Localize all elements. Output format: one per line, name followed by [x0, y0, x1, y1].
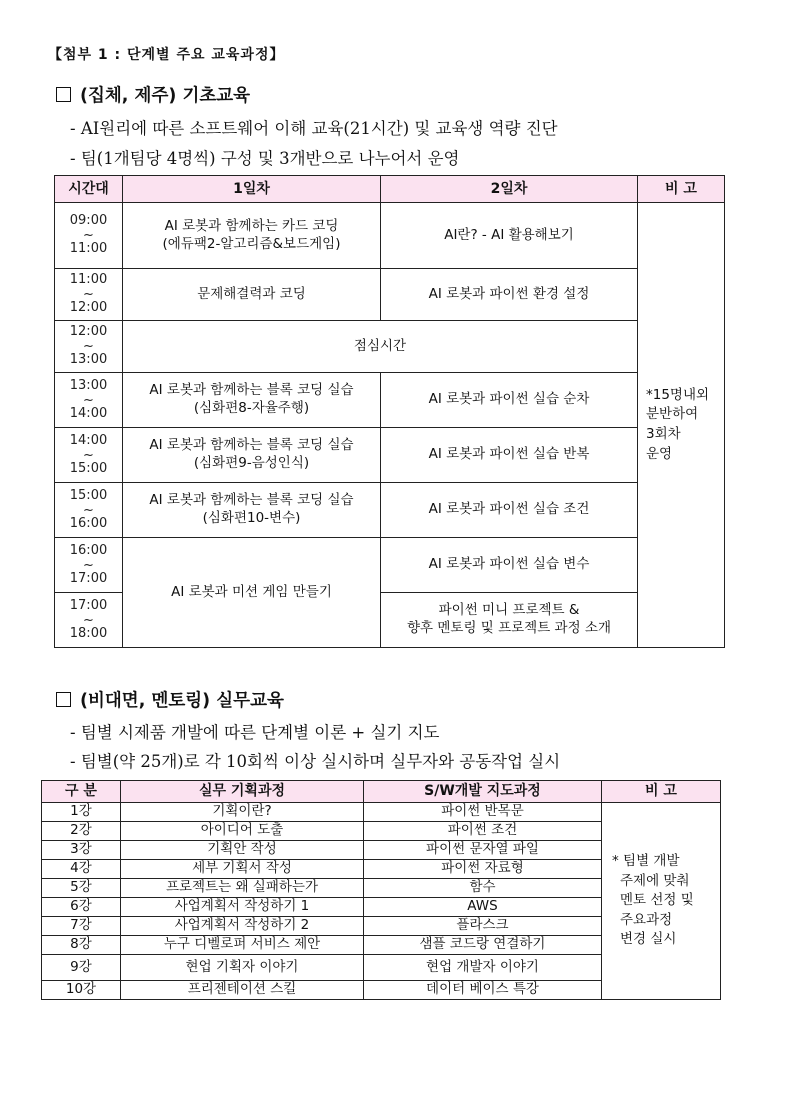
- planning-cell: 사업계획서 작성하기 2: [121, 917, 364, 936]
- dev-cell: 함수: [364, 879, 602, 898]
- time-slot: 15:00 ~ 16:00: [55, 483, 123, 538]
- lesson-no: 9강: [42, 955, 121, 981]
- table-row: [55, 373, 725, 428]
- table-row: [55, 483, 725, 538]
- header-day2: 2일차: [381, 176, 638, 203]
- day2-cell: AI 로봇과 파이썬 실습 조건: [381, 483, 638, 538]
- time-slot: 16:00 ~ 17:00: [55, 538, 123, 593]
- section2-bullet-2: - 팀별(약 25개)로 각 10회씩 이상 실시하며 실무자와 공동작업 실시: [70, 752, 561, 771]
- header-day1: 1일차: [123, 176, 381, 203]
- time-slot: 13:00 ~ 14:00: [55, 373, 123, 428]
- planning-cell: 누구 디벨로퍼 서비스 제안: [121, 936, 364, 955]
- dev-cell: 파이썬 자료형: [364, 860, 602, 879]
- lesson-no: 4강: [42, 860, 121, 879]
- lesson-no: 1강: [42, 803, 121, 822]
- planning-cell: 프리젠테이션 스킬: [121, 981, 364, 1000]
- time-slot: 11:00 ~ 12:00: [55, 269, 123, 321]
- header-time: 시간대: [55, 176, 123, 203]
- table-row: [55, 321, 725, 373]
- section1-bullet-1: - AI원리에 따른 소프트웨어 이해 교육(21시간) 및 교육생 역량 진단: [70, 119, 558, 138]
- dev-cell: 파이썬 문자열 파일: [364, 841, 602, 860]
- planning-cell: 현업 기획자 이야기: [121, 955, 364, 981]
- day2-cell: AI 로봇과 파이썬 환경 설정: [381, 269, 638, 321]
- section2-bullet-1: - 팀별 시제품 개발에 따른 단계별 이론 + 실기 지도: [70, 723, 440, 742]
- time-slot: 12:00 ~ 13:00: [55, 321, 123, 373]
- day2-cell: 파이썬 미니 프로젝트 & 향후 멘토링 및 프로젝트 과정 소개: [381, 593, 638, 648]
- dev-cell: 파이썬 조건: [364, 822, 602, 841]
- day1-cell: AI 로봇과 함께하는 블록 코딩 실습 (심화편8-자율주행): [123, 373, 381, 428]
- day1-cell: 문제해결력과 코딩: [123, 269, 381, 321]
- table-row: [55, 203, 725, 269]
- planning-cell: 세부 기획서 작성: [121, 860, 364, 879]
- day2-cell: AI 로봇과 파이썬 실습 반복: [381, 428, 638, 483]
- lunch-cell: 점심시간: [123, 321, 638, 373]
- day1-cell: AI 로봇과 함께하는 블록 코딩 실습 (심화편9-음성인식): [123, 428, 381, 483]
- note-cell: *15명내외 분반하여 3회차 운영: [638, 203, 725, 648]
- dev-cell: 현업 개발자 이야기: [364, 955, 602, 981]
- note-cell: * 팀별 개발 주제에 맞춰 멘토 선정 및 주요과정 변경 실시: [602, 803, 721, 1000]
- section1-heading-text: (집체, 제주) 기초교육: [80, 86, 251, 106]
- table-row: [55, 428, 725, 483]
- day1-cell: AI 로봇과 함께하는 카드 코딩 (에듀팩2-알고리즘&보드게임): [123, 203, 381, 269]
- lesson-no: 5강: [42, 879, 121, 898]
- planning-cell: 기획이란?: [121, 803, 364, 822]
- basic-training-schedule-table: [54, 175, 725, 648]
- checkbox-square-icon: [56, 87, 71, 102]
- lesson-no: 3강: [42, 841, 121, 860]
- table-header-row: [42, 781, 721, 803]
- time-slot: 14:00 ~ 15:00: [55, 428, 123, 483]
- section1-bullet-2: - 팀(1개팀당 4명씩) 구성 및 3개반으로 나누어서 운영: [70, 149, 460, 168]
- header-dev: S/W개발 지도과정: [364, 781, 602, 803]
- day2-cell: AI란? - AI 활용해보기: [381, 203, 638, 269]
- table-header-row: [55, 176, 725, 203]
- day2-cell: AI 로봇과 파이썬 실습 변수: [381, 538, 638, 593]
- dev-cell: 데이터 베이스 특강: [364, 981, 602, 1000]
- planning-cell: 사업계획서 작성하기 1: [121, 898, 364, 917]
- planning-cell: 프로젝트는 왜 실패하는가: [121, 879, 364, 898]
- table-row: [55, 269, 725, 321]
- planning-cell: 기획안 작성: [121, 841, 364, 860]
- section2-heading: [56, 687, 284, 712]
- lesson-no: 8강: [42, 936, 121, 955]
- header-note: 비 고: [602, 781, 721, 803]
- section1-heading: [56, 82, 250, 107]
- planning-cell: 아이디어 도출: [121, 822, 364, 841]
- dev-cell: 샘플 코드랑 연결하기: [364, 936, 602, 955]
- section2-heading-text: (비대면, 멘토링) 실무교육: [80, 691, 284, 711]
- header-note: 비 고: [638, 176, 725, 203]
- dev-cell: 플라스크: [364, 917, 602, 936]
- table-row: [55, 538, 725, 593]
- day2-cell: AI 로봇과 파이썬 실습 순차: [381, 373, 638, 428]
- dev-cell: 파이썬 반목문: [364, 803, 602, 822]
- header-lesson: 구 분: [42, 781, 121, 803]
- table-row: [42, 803, 721, 822]
- lesson-no: 7강: [42, 917, 121, 936]
- header-planning: 실무 기획과정: [121, 781, 364, 803]
- attachment-title: 【첨부 1 : 단계별 주요 교육과정】: [48, 47, 285, 63]
- checkbox-square-icon: [56, 692, 71, 707]
- time-slot: 09:00 ~ 11:00: [55, 203, 123, 269]
- lesson-no: 2강: [42, 822, 121, 841]
- dev-cell: AWS: [364, 898, 602, 917]
- lesson-no: 10강: [42, 981, 121, 1000]
- time-slot: 17:00 ~ 18:00: [55, 593, 123, 648]
- practical-training-table: [41, 780, 721, 1000]
- lesson-no: 6강: [42, 898, 121, 917]
- day1-cell: AI 로봇과 미션 게임 만들기: [123, 538, 381, 648]
- day1-cell: AI 로봇과 함께하는 블록 코딩 실습 (심화편10-변수): [123, 483, 381, 538]
